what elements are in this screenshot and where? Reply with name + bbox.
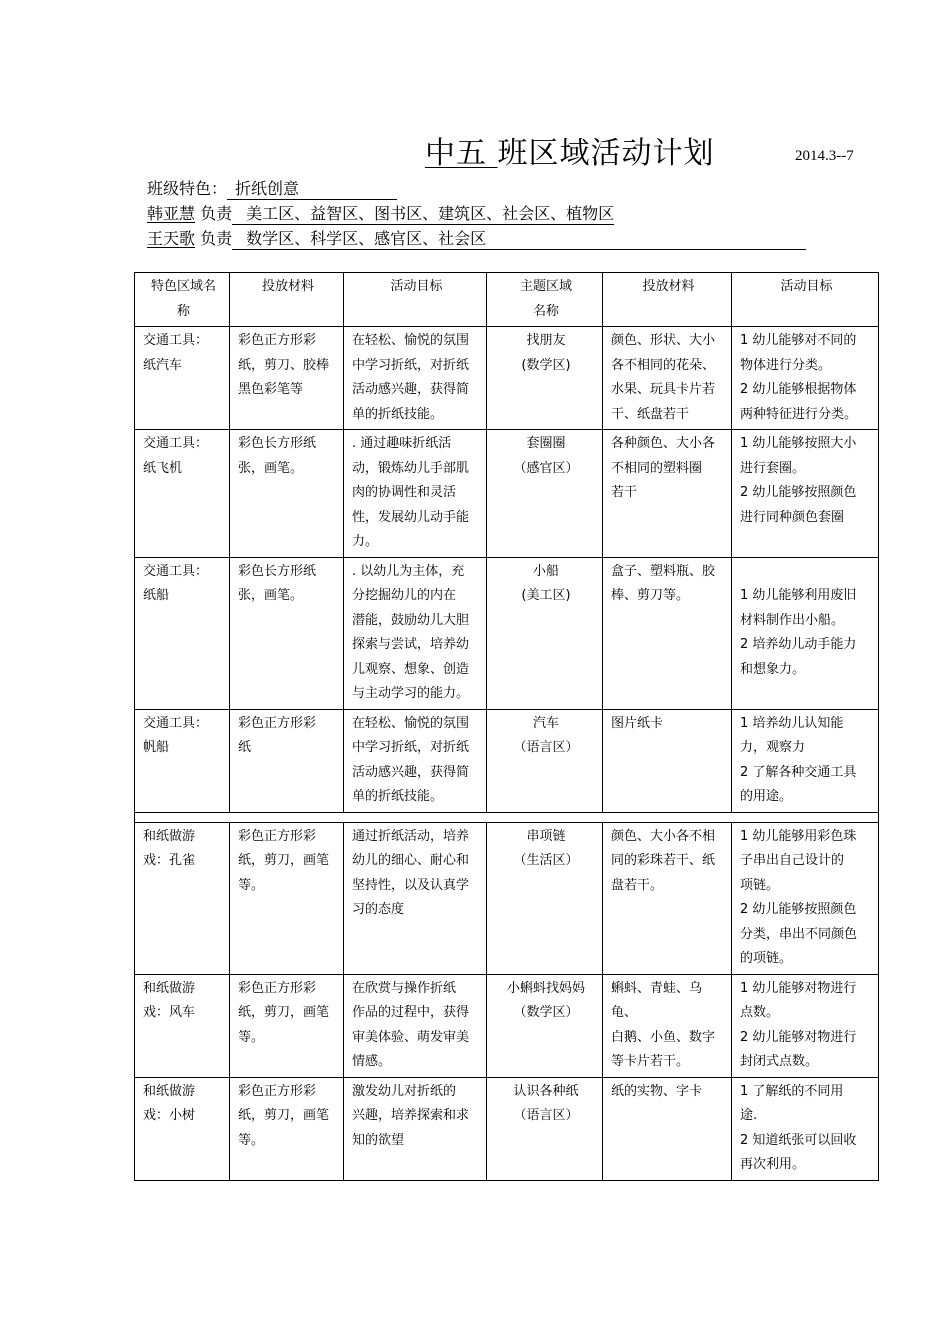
cell-line xyxy=(740,560,873,585)
cell-line: 串项链 xyxy=(526,828,566,844)
cell-line: 等。 xyxy=(238,877,265,893)
cell-line: （生活区） xyxy=(513,853,579,868)
table-header-row xyxy=(135,273,879,327)
cell-line: 1 幼儿能够对不同的 xyxy=(740,333,857,348)
spacer-row xyxy=(135,812,879,822)
title-row xyxy=(0,128,950,172)
cell-line: (数学区) xyxy=(521,357,571,373)
cell-line: 1 幼儿能够对物进行 xyxy=(740,980,857,996)
cell-line: 白鹅、小鱼、数字 xyxy=(611,1029,716,1045)
cell-line: 1 幼儿能够按照大小 xyxy=(740,436,857,451)
cell-line: 和纸做游 xyxy=(143,1083,196,1099)
cell-line: 同的彩珠若干、纸 xyxy=(611,853,716,868)
cell-line: 通过折纸活动，培养 xyxy=(352,828,470,844)
cell-line: 2 知道纸张可以回收 xyxy=(740,1132,857,1148)
cell-line: 纸的实物、字卡 xyxy=(611,1083,703,1099)
cell-line: 等。 xyxy=(238,1029,265,1045)
cell-line: 在欣赏与操作折纸 xyxy=(352,980,457,996)
cell-line: 和纸做游 xyxy=(143,980,196,996)
cell-line: 认识各种纸 xyxy=(513,1083,579,1099)
feature-goals-cell xyxy=(344,974,487,1077)
cell-line: 彩色长方形纸 xyxy=(238,563,317,579)
cell-line: 不相同的塑料圈 xyxy=(611,460,703,476)
theme-area-cell xyxy=(487,557,603,709)
cell-line: （语言区） xyxy=(513,1108,579,1123)
theme-area-cell xyxy=(487,709,603,812)
cell-line: 纸，剪刀，画笔 xyxy=(238,1005,330,1020)
cell-line: 动，锻炼幼儿手部肌 xyxy=(352,460,470,476)
cell-line: 1 培养幼儿认知能 xyxy=(740,715,844,731)
cell-line: 交通工具： xyxy=(143,333,209,348)
cell-line: 与主动学习的能力。 xyxy=(352,686,470,701)
table-row xyxy=(135,709,879,812)
cell-line: 纸，剪刀、胶棒 xyxy=(238,357,330,373)
feature-materials-cell xyxy=(230,974,344,1077)
feature-value-wrap xyxy=(235,176,397,200)
cell-line: 各种颜色、大小各 xyxy=(611,436,716,451)
cell-line: 彩色正方形彩 xyxy=(238,828,317,844)
cell-line: 图片纸卡 xyxy=(611,715,664,731)
cell-line: 等。 xyxy=(238,1132,265,1148)
cell-line: 名称 xyxy=(532,303,559,319)
cell-line: 等卡片若干。 xyxy=(611,1054,690,1069)
cell-line: 颜色、大小各不相 xyxy=(611,828,716,844)
cell-line: 在轻松、愉悦的氛围 xyxy=(352,333,470,348)
feature-goals-cell xyxy=(344,557,487,709)
cell-line: 途. xyxy=(740,1108,758,1123)
teacher1-line xyxy=(147,201,614,225)
teacher1-areas-wrap xyxy=(232,201,614,225)
cell-line: 点数。 xyxy=(740,1005,780,1020)
cell-line: 交通工具： xyxy=(143,715,209,731)
cell-line: 彩色正方形彩 xyxy=(238,333,317,348)
cell-line: 子串出自己设计的 xyxy=(740,853,845,868)
cell-line: 小蝌蚪找妈妈 xyxy=(506,980,585,996)
teacher2-areas-wrap xyxy=(232,226,806,250)
cell-line: 套圈圈 xyxy=(526,436,566,451)
theme-goals-cell xyxy=(732,709,879,812)
cell-line: 水果、玩具卡片若 xyxy=(611,382,716,397)
cell-line: 彩色正方形彩 xyxy=(238,980,317,996)
cell-line: 兴趣，培养探索和求 xyxy=(352,1108,470,1123)
teacher2-areas: 数学区、科学区、感官区、社会区 xyxy=(246,229,487,248)
cell-line: 纸 xyxy=(238,740,252,755)
feature-area-cell xyxy=(135,557,230,709)
cell-line: 活动目标 xyxy=(390,279,443,294)
cell-line: 作品的过程中，获得 xyxy=(352,1005,470,1020)
theme-area-cell xyxy=(487,822,603,974)
cell-line: 和想象力。 xyxy=(740,661,806,677)
table-row xyxy=(135,327,879,430)
header-cell xyxy=(230,273,344,327)
cell-line: 知的欲望 xyxy=(352,1132,405,1148)
theme-materials-cell xyxy=(603,327,732,430)
cell-line: 黑色彩笔等 xyxy=(238,382,304,397)
cell-line: 张，画笔。 xyxy=(238,460,304,476)
cell-line: 特色区域名 xyxy=(150,279,216,294)
feature-materials-cell xyxy=(230,822,344,974)
cell-line: 干、纸盘若干 xyxy=(611,406,690,422)
cell-line: 各不相同的花朵、 xyxy=(611,357,716,373)
feature-materials-cell xyxy=(230,709,344,812)
cell-line: 彩色正方形彩 xyxy=(238,1083,317,1099)
cell-line: 潜能，鼓励幼儿大胆 xyxy=(352,612,470,628)
class-feature-line xyxy=(147,176,397,200)
cell-line: (美工区) xyxy=(521,588,571,603)
teacher2-role: 负责 xyxy=(200,229,233,248)
theme-area-cell xyxy=(487,327,603,430)
cell-line: 戏：风车 xyxy=(143,1005,196,1020)
cell-line: 探索与尝试，培养幼 xyxy=(352,637,470,652)
table-row xyxy=(135,822,879,974)
theme-goals-cell xyxy=(732,557,879,709)
activity-plan-table xyxy=(134,272,879,1181)
feature-label: 班级特色： xyxy=(147,179,228,198)
cell-line: 交通工具： xyxy=(143,563,209,579)
cell-line: 活动感兴趣，获得简 xyxy=(352,382,470,397)
cell-line: 项链。 xyxy=(740,877,780,893)
title-text: 班区域活动计划 xyxy=(497,136,715,171)
cell-line: 纸，剪刀，画笔 xyxy=(238,853,330,868)
theme-goals-cell xyxy=(732,430,879,558)
cell-line: 盘若干。 xyxy=(611,877,664,893)
feature-materials-cell xyxy=(230,430,344,558)
spacer-cell xyxy=(135,812,879,822)
cell-line: 帆船 xyxy=(143,740,170,755)
table-row xyxy=(135,557,879,709)
header-cell xyxy=(344,273,487,327)
cell-line: （数学区） xyxy=(513,1005,579,1020)
cell-line: 戏：小树 xyxy=(143,1108,196,1123)
cell-line: 棒、剪刀等。 xyxy=(611,588,690,603)
cell-line: 2 了解各种交通工具 xyxy=(740,764,857,780)
header-cell xyxy=(603,273,732,327)
cell-line: 分挖掘幼儿的内在 xyxy=(352,588,457,603)
cell-line: 交通工具： xyxy=(143,436,209,451)
cell-line: 性，发展幼儿动手能 xyxy=(352,509,470,525)
theme-goals-cell xyxy=(732,822,879,974)
cell-line: 的用途。 xyxy=(740,789,793,804)
cell-line: 中学习折纸，对折纸 xyxy=(352,357,470,373)
cell-line: 小船 xyxy=(532,563,559,579)
cell-line: . 通过趣味折纸活 xyxy=(352,436,452,451)
cell-line: 2 培养幼儿动手能力 xyxy=(740,637,857,652)
teacher1-role: 负责 xyxy=(200,204,233,223)
cell-line: 激发幼儿对折纸的 xyxy=(352,1083,457,1099)
cell-line: 单的折纸技能。 xyxy=(352,406,444,422)
cell-line: 找朋友 xyxy=(526,333,566,348)
cell-line: 纸，剪刀，画笔 xyxy=(238,1108,330,1123)
theme-area-cell xyxy=(487,430,603,558)
table-row xyxy=(135,1077,879,1180)
page-title xyxy=(425,128,715,172)
cell-line: 纸飞机 xyxy=(143,460,183,476)
cell-line: 活动目标 xyxy=(780,279,833,294)
cell-line: 审美体验、萌发审美 xyxy=(352,1029,470,1045)
theme-materials-cell xyxy=(603,557,732,709)
cell-line: 若干 xyxy=(611,485,638,500)
cell-line: 戏：孔雀 xyxy=(143,853,196,868)
cell-line: 材料制作出小船。 xyxy=(740,612,845,628)
header-cell xyxy=(135,273,230,327)
teacher1-areas: 美工区、益智区、图书区、建筑区、社会区、植物区 xyxy=(246,204,615,223)
cell-line: 习的态度 xyxy=(352,902,405,917)
cell-line: 颜色、形状、大小 xyxy=(611,333,716,348)
cell-line: （语言区） xyxy=(513,740,579,755)
cell-line: （感官区） xyxy=(513,460,579,476)
cell-line: 张，画笔。 xyxy=(238,588,304,603)
title-date: 2014.3--7 xyxy=(795,148,854,164)
cell-line: 投放材料 xyxy=(261,279,314,294)
cell-line: 进行套圈。 xyxy=(740,460,806,476)
feature-area-cell xyxy=(135,709,230,812)
cell-line: 的项链。 xyxy=(740,951,793,966)
cell-line: 物体进行分类。 xyxy=(740,357,832,373)
table-row xyxy=(135,974,879,1077)
cell-line: 1 了解纸的不同用 xyxy=(740,1083,844,1099)
cell-line: 彩色长方形纸 xyxy=(238,436,317,451)
cell-line: 再次利用。 xyxy=(740,1157,806,1172)
feature-materials-cell xyxy=(230,1077,344,1180)
feature-materials-cell xyxy=(230,327,344,430)
teacher1-name: 韩亚慧 xyxy=(147,204,196,223)
feature-goals-cell xyxy=(344,1077,487,1180)
table-body xyxy=(135,273,879,1181)
cell-line: 1 幼儿能够利用废旧 xyxy=(740,588,857,603)
teacher2-name: 王天歌 xyxy=(147,229,196,248)
underline-fill xyxy=(227,198,235,200)
theme-materials-cell xyxy=(603,822,732,974)
cell-line: 两种特征进行分类。 xyxy=(740,406,858,422)
cell-line: 力。 xyxy=(352,534,379,549)
feature-area-cell xyxy=(135,974,230,1077)
cell-line: 彩色正方形彩 xyxy=(238,715,317,731)
feature-area-cell xyxy=(135,327,230,430)
cell-line: 2 幼儿能够按照颜色 xyxy=(740,485,857,500)
cell-line: . 以幼儿为主体，充 xyxy=(352,563,465,579)
cell-line: 2 幼儿能够对物进行 xyxy=(740,1029,857,1045)
teacher2-line xyxy=(147,226,806,250)
cell-line: 分类，串出不同颜色 xyxy=(740,926,858,942)
cell-line: 力，观察力 xyxy=(740,740,806,755)
cell-line: 活动感兴趣，获得简 xyxy=(352,764,470,780)
cell-line: 封闭式点数。 xyxy=(740,1054,819,1069)
theme-area-cell xyxy=(487,1077,603,1180)
cell-line: 单的折纸技能。 xyxy=(352,789,444,804)
header-cell xyxy=(487,273,603,327)
cell-line: 汽车 xyxy=(532,715,559,731)
cell-line: 纸船 xyxy=(143,588,170,603)
cell-line: 情感。 xyxy=(352,1054,392,1069)
table-row xyxy=(135,430,879,558)
cell-line: 和纸做游 xyxy=(143,828,196,844)
theme-materials-cell xyxy=(603,974,732,1077)
cell-line: 幼儿的细心、耐心和 xyxy=(352,853,470,868)
theme-goals-cell xyxy=(732,1077,879,1180)
cell-line: 坚持性，以及认真学 xyxy=(352,877,470,893)
cell-line: 儿观察、想象、创造 xyxy=(352,661,470,677)
feature-area-cell xyxy=(135,1077,230,1180)
theme-goals-cell xyxy=(732,974,879,1077)
cell-line: 盒子、塑料瓶、胶 xyxy=(611,563,716,579)
feature-goals-cell xyxy=(344,822,487,974)
cell-line: 1 幼儿能够用彩色珠 xyxy=(740,828,857,844)
feature-goals-cell xyxy=(344,327,487,430)
feature-area-cell xyxy=(135,430,230,558)
theme-materials-cell xyxy=(603,430,732,558)
cell-line: 2 幼儿能够根据物体 xyxy=(740,382,857,397)
cell-line: 投放材料 xyxy=(642,279,695,294)
theme-materials-cell xyxy=(603,1077,732,1180)
feature-value: 折纸创意 xyxy=(235,179,300,198)
cell-line: 在轻松、愉悦的氛围 xyxy=(352,715,470,731)
feature-goals-cell xyxy=(344,430,487,558)
theme-materials-cell xyxy=(603,709,732,812)
cell-line: 进行同种颜色套圈 xyxy=(740,509,845,525)
feature-area-cell xyxy=(135,822,230,974)
title-class-name: 中五 xyxy=(425,136,498,171)
cell-line: 肉的协调性和灵活 xyxy=(352,485,457,500)
cell-line: 蝌蚪、青蛙、乌龟、 xyxy=(611,980,703,1020)
header-cell xyxy=(732,273,879,327)
cell-line: 主题区域 xyxy=(519,279,572,294)
feature-materials-cell xyxy=(230,557,344,709)
cell-line: 纸汽车 xyxy=(143,357,183,373)
theme-area-cell xyxy=(487,974,603,1077)
cell-line: 称 xyxy=(176,303,190,319)
feature-goals-cell xyxy=(344,709,487,812)
cell-line: 2 幼儿能够按照颜色 xyxy=(740,902,857,917)
theme-goals-cell xyxy=(732,327,879,430)
cell-line: 中学习折纸，对折纸 xyxy=(352,740,470,755)
